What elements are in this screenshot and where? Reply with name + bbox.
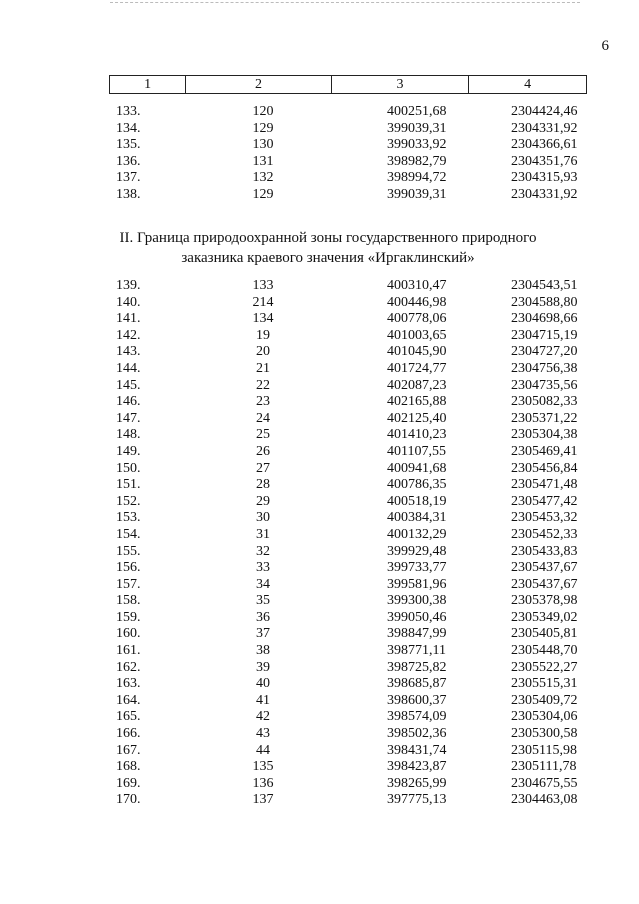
coord-y: 2305378,98 — [511, 593, 578, 609]
coord-y: 2304756,38 — [511, 360, 578, 376]
table-row — [109, 792, 587, 809]
row-number: 152. — [116, 493, 141, 509]
coord-y: 2305371,22 — [511, 410, 578, 426]
coord-x: 398771,11 — [387, 643, 446, 659]
point-id: 27 — [256, 460, 270, 476]
point-id: 136 — [252, 775, 274, 791]
coord-x: 402087,23 — [387, 377, 447, 393]
row-number: 150. — [116, 460, 141, 476]
coord-x: 400518,19 — [387, 493, 447, 509]
row-number: 149. — [116, 443, 141, 459]
point-id: 19 — [256, 327, 270, 343]
column-header-3: 3 — [331, 76, 469, 94]
point-id: 21 — [256, 360, 270, 376]
coord-y: 2305452,33 — [511, 526, 578, 542]
point-id: 29 — [256, 493, 270, 509]
point-id: 137 — [252, 792, 274, 808]
coord-y: 2305522,27 — [511, 659, 578, 675]
point-id: 33 — [256, 560, 270, 576]
point-id: 40 — [256, 676, 270, 692]
coord-x: 401107,55 — [387, 443, 446, 459]
row-number: 143. — [116, 344, 141, 360]
point-id: 135 — [252, 759, 274, 775]
table-row — [109, 427, 587, 444]
top-scan-rule — [110, 2, 580, 3]
coord-y: 2304543,51 — [511, 278, 578, 293]
coord-x: 400384,31 — [387, 510, 447, 526]
table-row — [109, 593, 587, 610]
table-row — [109, 726, 587, 743]
point-id: 120 — [252, 104, 274, 119]
section-title — [60, 228, 639, 268]
row-number: 154. — [116, 526, 141, 542]
coord-x: 398725,82 — [387, 659, 447, 675]
coord-x: 401003,65 — [387, 327, 447, 343]
row-number: 161. — [116, 643, 141, 659]
coord-y: 2304715,19 — [511, 327, 578, 343]
row-number: 144. — [116, 360, 141, 376]
coord-x: 399039,31 — [387, 186, 447, 202]
point-id: 20 — [256, 344, 270, 360]
coord-x: 398685,87 — [387, 676, 447, 692]
table-row — [109, 154, 587, 171]
coord-x: 398502,36 — [387, 726, 447, 742]
point-id: 134 — [252, 311, 274, 327]
point-id: 214 — [252, 294, 274, 310]
row-number: 160. — [116, 626, 141, 642]
point-id: 38 — [256, 643, 270, 659]
coord-x: 402125,40 — [387, 410, 447, 426]
coord-y: 2305405,81 — [511, 626, 578, 642]
section-title-line-1: II. Граница природоохранной зоны государственного природного — [119, 230, 537, 246]
coord-y: 2304351,76 — [511, 153, 578, 169]
coord-y: 2304424,46 — [511, 104, 578, 119]
coord-x: 399039,31 — [387, 120, 447, 136]
coord-x: 398600,37 — [387, 692, 447, 708]
table-row — [109, 104, 587, 121]
coord-y: 2305300,58 — [511, 726, 578, 742]
row-number: 155. — [116, 543, 141, 559]
row-number: 162. — [116, 659, 141, 675]
coord-y: 2305469,41 — [511, 443, 578, 459]
table-row — [109, 311, 587, 328]
coord-y: 2304366,61 — [511, 137, 578, 153]
coord-x: 399033,92 — [387, 137, 447, 153]
row-number: 164. — [116, 692, 141, 708]
coord-y: 2305437,67 — [511, 560, 578, 576]
point-id: 43 — [256, 726, 270, 742]
coord-y: 2304698,66 — [511, 311, 578, 327]
table-row — [109, 560, 587, 577]
coord-x: 400132,29 — [387, 526, 447, 542]
table-row — [109, 494, 587, 511]
column-header-row — [110, 76, 587, 94]
table-row — [109, 643, 587, 660]
point-id: 35 — [256, 593, 270, 609]
table-row — [109, 577, 587, 594]
table-row — [109, 444, 587, 461]
column-header-1: 1 — [110, 76, 186, 94]
row-number: 159. — [116, 609, 141, 625]
table-row — [109, 411, 587, 428]
row-number: 140. — [116, 294, 141, 310]
coord-y: 2305349,02 — [511, 609, 578, 625]
table-row — [109, 743, 587, 760]
row-number: 146. — [116, 394, 141, 410]
row-number: 135. — [116, 137, 141, 153]
row-number: 139. — [116, 278, 141, 293]
table-row — [109, 477, 587, 494]
table-row — [109, 676, 587, 693]
table-row — [109, 295, 587, 312]
coord-y: 2305082,33 — [511, 394, 578, 410]
table-row — [109, 709, 587, 726]
coord-y: 2305456,84 — [511, 460, 578, 476]
point-id: 42 — [256, 709, 270, 725]
table-row — [109, 776, 587, 793]
row-number: 145. — [116, 377, 141, 393]
table-row — [109, 610, 587, 627]
row-number: 165. — [116, 709, 141, 725]
row-number: 169. — [116, 775, 141, 791]
point-id: 44 — [256, 742, 270, 758]
coord-y: 2305453,32 — [511, 510, 578, 526]
point-id: 37 — [256, 626, 270, 642]
point-id: 129 — [252, 120, 274, 136]
coord-x: 399581,96 — [387, 576, 447, 592]
coord-x: 399929,48 — [387, 543, 447, 559]
coord-y: 2304463,08 — [511, 792, 578, 808]
table-row — [109, 121, 587, 138]
table-row — [109, 328, 587, 345]
coord-y: 2305111,78 — [511, 759, 577, 775]
row-number: 136. — [116, 153, 141, 169]
table-row — [109, 626, 587, 643]
coord-x: 398847,99 — [387, 626, 447, 642]
column-header-table — [109, 75, 587, 94]
row-number: 134. — [116, 120, 141, 136]
section-title-line-2: заказника краевого значения «Иргаклинский» — [181, 250, 475, 266]
point-id: 26 — [256, 443, 270, 459]
point-id: 36 — [256, 609, 270, 625]
coord-x: 398994,72 — [387, 170, 447, 186]
coord-x: 398431,74 — [387, 742, 447, 758]
table-row — [109, 544, 587, 561]
point-id: 133 — [252, 278, 274, 293]
point-id: 132 — [252, 170, 274, 186]
column-header-4: 4 — [469, 76, 587, 94]
coord-x: 400251,68 — [387, 104, 447, 119]
row-number: 133. — [116, 104, 141, 119]
table-row — [109, 527, 587, 544]
row-number: 166. — [116, 726, 141, 742]
column-header-2: 2 — [186, 76, 331, 94]
coord-x: 400778,06 — [387, 311, 447, 327]
coord-x: 398574,09 — [387, 709, 447, 725]
row-number: 142. — [116, 327, 141, 343]
row-number: 156. — [116, 560, 141, 576]
coord-x: 401410,23 — [387, 427, 447, 443]
row-number: 157. — [116, 576, 141, 592]
coord-y: 2305304,06 — [511, 709, 578, 725]
row-number: 138. — [116, 186, 141, 202]
point-id: 23 — [256, 394, 270, 410]
table-row — [109, 344, 587, 361]
coord-y: 2305304,38 — [511, 427, 578, 443]
coord-y: 2304331,92 — [511, 120, 578, 136]
table-row — [109, 187, 587, 204]
row-number: 141. — [116, 311, 141, 327]
point-id: 28 — [256, 477, 270, 493]
coord-x: 400310,47 — [387, 278, 447, 293]
row-number: 148. — [116, 427, 141, 443]
table-row — [109, 278, 587, 295]
coord-x: 402165,88 — [387, 394, 447, 410]
table-row — [109, 660, 587, 677]
row-number: 147. — [116, 410, 141, 426]
point-id: 25 — [256, 427, 270, 443]
row-number: 137. — [116, 170, 141, 186]
coord-x: 399300,38 — [387, 593, 447, 609]
coord-x: 400446,98 — [387, 294, 447, 310]
coord-y: 2304675,55 — [511, 775, 578, 791]
coord-y: 2305448,70 — [511, 643, 578, 659]
point-id: 34 — [256, 576, 270, 592]
coord-x: 400786,35 — [387, 477, 447, 493]
table-row — [109, 510, 587, 527]
table-row — [109, 378, 587, 395]
table-row — [109, 137, 587, 154]
coord-y: 2305409,72 — [511, 692, 578, 708]
coord-y: 2305437,67 — [511, 576, 578, 592]
point-id: 30 — [256, 510, 270, 526]
row-number: 151. — [116, 477, 141, 493]
coord-x: 399050,46 — [387, 609, 447, 625]
point-id: 39 — [256, 659, 270, 675]
coord-x: 401045,90 — [387, 344, 447, 360]
coordinates-block-1 — [109, 104, 587, 204]
point-id: 31 — [256, 526, 270, 542]
coord-y: 2304735,56 — [511, 377, 578, 393]
row-number: 167. — [116, 742, 141, 758]
row-number: 158. — [116, 593, 141, 609]
coord-x: 397775,13 — [387, 792, 447, 808]
point-id: 24 — [256, 410, 270, 426]
coord-y: 2304315,93 — [511, 170, 578, 186]
coord-x: 399733,77 — [387, 560, 447, 576]
coord-x: 400941,68 — [387, 460, 447, 476]
coord-x: 398423,87 — [387, 759, 447, 775]
table-row — [109, 693, 587, 710]
coord-x: 398265,99 — [387, 775, 447, 791]
point-id: 32 — [256, 543, 270, 559]
row-number: 168. — [116, 759, 141, 775]
page-number: 6 — [601, 38, 609, 54]
row-number: 153. — [116, 510, 141, 526]
point-id: 131 — [252, 153, 274, 169]
point-id: 130 — [252, 137, 274, 153]
table-row — [109, 461, 587, 478]
table-row — [109, 361, 587, 378]
coord-y: 2305515,31 — [511, 676, 578, 692]
coord-y: 2305477,42 — [511, 493, 578, 509]
point-id: 41 — [256, 692, 270, 708]
point-id: 129 — [252, 186, 274, 202]
row-number: 170. — [116, 792, 141, 808]
coordinates-block-2 — [109, 278, 587, 809]
coord-y: 2305471,48 — [511, 477, 578, 493]
coord-x: 398982,79 — [387, 153, 447, 169]
coord-y: 2304727,20 — [511, 344, 578, 360]
coord-y: 2304331,92 — [511, 186, 578, 202]
table-row — [109, 759, 587, 776]
coord-y: 2305433,83 — [511, 543, 578, 559]
coord-x: 401724,77 — [387, 360, 447, 376]
point-id: 22 — [256, 377, 270, 393]
table-row — [109, 394, 587, 411]
row-number: 163. — [116, 676, 141, 692]
table-row — [109, 170, 587, 187]
coord-y: 2305115,98 — [511, 742, 577, 758]
coord-y: 2304588,80 — [511, 294, 578, 310]
